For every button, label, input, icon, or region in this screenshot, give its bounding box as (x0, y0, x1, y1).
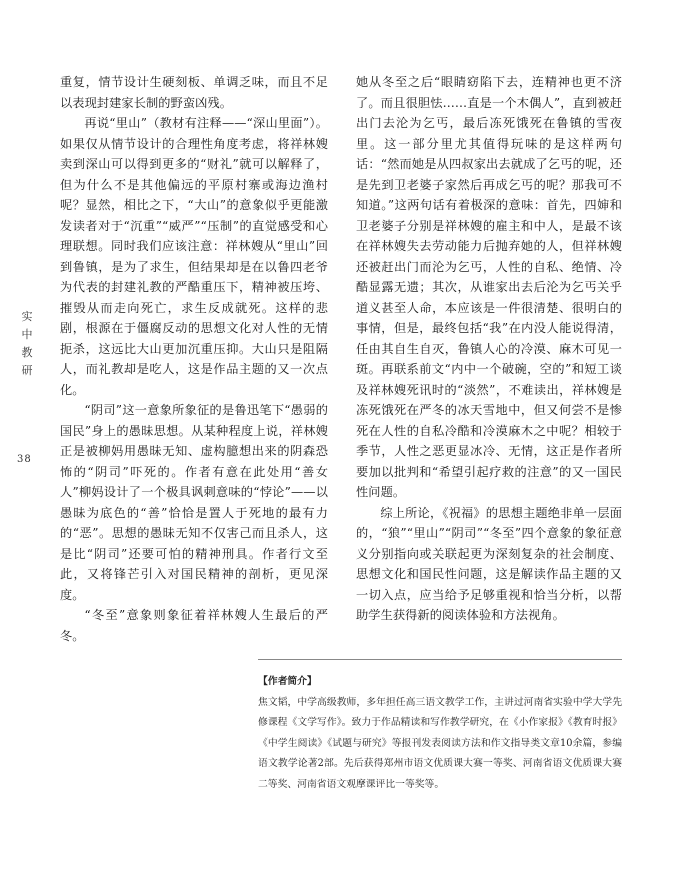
right-text-column (356, 72, 622, 626)
divider-rule (258, 659, 622, 660)
paragraph: “阴司”这一意象所象征的是鲁迅笔下“愚弱的国民”身上的愚昧思想。从某种程度上说，祥林嫂正是被柳妈用愚昧无知、虚构臆想出来的阴森恐怖的“阴司”吓死的。作者有意在此处用“善女人”柳妈设计了一个极具讽刺意味的“悖论”——以愚昧为底色的“善”恰恰是置人于死地的最有力的“恶”。思想的愚昧无知不仅害己而且杀人，这是比“阴司”还要可怕的精神刑具。作者行文至此，又将锋芒引入对国民精神的剖析，更见深度。 (60, 403, 328, 602)
paragraph: 重复，情节设计生硬刻板、单调乏味，而且不足以表现封建家长制的野蛮凶残。 (60, 75, 328, 110)
paragraph: “冬至”意象则象征着祥林嫂人生最后的严冬。 (60, 608, 328, 643)
paragraph: 再说“里山”（教材有注释——“深山里面”）。如果仅从情节设计的合理性角度考虑，将祥林嫂卖到深山可以得到更多的“财礼”就可以解释了，但为什么不是其他偏远的平原村寨或海边渔村呢？显然，相比之下，“大山”的意象似乎更能激发读者对于“沉重”“威严”“压制”的直觉感受和心理联想。同时我们应该注意：祥林嫂从“里山”回到鲁镇，是为了求生，但结果却是在以鲁四老爷为代表的封建礼教的严酷重压下，精神被压垮、摧毁从而走向死亡，求生反成就死。这样的悲剧，根源在于僵腐反动的思想文化对人性的无情扼杀，这远比大山更加沉重压抑。大山只是阻隔人，而礼教却是吃人，这是作品主题的又一次点化。 (60, 116, 328, 397)
author-bio-text: 焦文韬，中学高级教师，多年担任高三语文教学工作，主讲过河南省实验中学大学先修课程《文学写作》。致力于作品精读和写作教学研究，在《小作家报》《教育时报》《中学生阅读》《试题与研究》等报刊发表阅读方法和作文指导类文章10余篇，参编语文教学论著2部。先后获得郑州市语文优质课大赛一等奖、河南省语文优质课大赛二等奖、河南省语文观摩课评比一等奖等。 (258, 696, 622, 790)
paragraph: 她从冬至之后“眼睛窈陷下去，连精神也更不济了。而且很胆怯……直是一个木偶人”，直到被赶出门去沦为乞丐，最后冻死饿死在鲁镇的雪夜里。这一部分里尤其值得玩味的是这样两句话：“然而她是从四叔家出去就成了乞丐的呢，还是先到卫老婆子家然后再成乞丐的呢？那我可不知道。”这两句话有着极深的意味：首先，四婶和卫老婆子分别是祥林嫂的雇主和中人，是最不该在祥林嫂失去劳动能力后抛弃她的人，但祥林嫂还被赶出门而沦为乞丐，人性的自私、绝情、冷酷显露无遗；其次，从谁家出去后沦为乞丐关乎道义甚至人命，本应该是一件很清楚、很明白的事情，但是，最终包括“我”在内没人能说得清，任由其自生自灭，鲁镇人心的冷漠、麻木可见一斑。再联系前文“内中一个破碗，空的”和短工谈及祥林嫂死讯时的“淡然”，不难读出，祥林嫂是冻死饿死在严冬的冰天雪地中，但又何尝不是惨死在人性的自私冷酷和冷漠麻木之中呢？相较于季节，人性之恶更显冰冷、无情，这正是作者所要加以批判和“希望引起疗救的注意”的又一国民性问题。 (356, 75, 622, 499)
page-number: 38 (17, 454, 32, 465)
author-bio (258, 672, 622, 795)
author-bio-heading: 【作者简介】 (258, 676, 317, 687)
left-text-column (60, 72, 328, 646)
paragraph: 综上所论，《祝福》的思想主题绝非单一层面的，“狼”“里山”“阴司”“冬至”四个意象的象征意义分别指向或关联起更为深刻复杂的社会制度、思想文化和国民性问题，这是解读作品主题的又一切入点，应当给予足够重视和恰当分析，以帮助学生获得新的阅读体验和方法视角。 (356, 505, 622, 622)
journal-section-label: 实中教研 (21, 310, 33, 377)
